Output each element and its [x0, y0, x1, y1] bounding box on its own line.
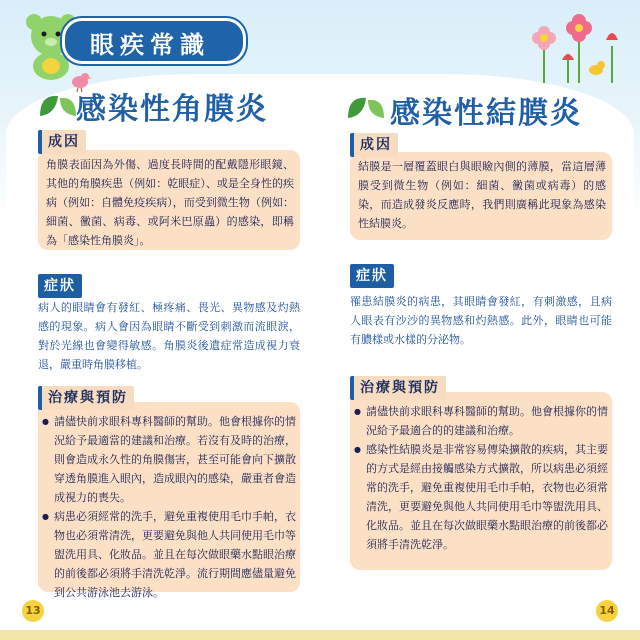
right-treat-label: 治療與預防	[350, 376, 446, 400]
left-treat-list	[42, 412, 296, 602]
left-cause-label: 成因	[38, 130, 86, 154]
right-cause-label: 成因	[350, 133, 398, 157]
right-cause-text: 結膜是一層覆蓋眼白與眼瞼內側的薄膜，當這層薄膜受到微生物（例如：細菌、黴菌或病毒）的感染，而造成發炎反應時，我們則廣稱此現象為感染性結膜炎。	[358, 160, 606, 230]
page-number-left: 13	[22, 600, 44, 622]
left-treat-label: 治療與預防	[38, 386, 134, 410]
list-item: ● 請儘快前求眼科專科醫師的幫助。他會根據你的情況給予最適當的建議和治療。若沒有及時的治療，則會造成永久性的角膜傷害，甚至可能會向下擴散穿透角膜進入眼內，造成眼內的感染，嚴重者會造成視力的喪失。	[42, 412, 296, 507]
right-symptom-label: 症狀	[350, 264, 394, 288]
left-symptom-label: 症狀	[38, 274, 82, 298]
list-item: ● 病患必須經常的洗手，避免重複使用毛巾手帕，衣物也必須常清洗，更要避免與他人共同使用毛巾等盥洗用具、化妝品。並且在每次做眼藥水點眼治療的前後都必須將手清洗乾淨。流行期間應儘量避免到公共游泳池去游泳。	[42, 507, 296, 602]
right-symptom-text: 罹患結膜炎的病患，其眼睛會發紅，有刺激感，且病人眼表有沙沙的異物感和灼熱感。此外，眼睛也可能有膿樣或水樣的分泌物。	[350, 295, 612, 346]
left-main-title: 感染性角膜炎	[76, 92, 268, 127]
left-cause-text: 角膜表面因為外傷、過度長時間的配戴隱形眼鏡、其他的角膜疾患（例如：乾眼症）、或是全身性的疾病（例如：自體免疫疾病），而受到微生物（例如：細菌、黴菌、病毒、或阿米巴原蟲）的感染，即稱為「感染性角膜炎」。	[46, 158, 294, 247]
page-number-right: 14	[596, 600, 618, 622]
flowers-decoration-icon	[524, 8, 634, 83]
list-item: ● 感染性結膜炎是非常容易傳染擴散的疾病，其主要的方式是經由接觸感染方式擴散，所以病患必須經常的洗手，避免重複使用毛巾手帕，衣物也必須常清洗，更要避免與他人共同使用毛巾等盥洗用具、化妝品。並且在每次做眼藥水點眼治療的前後都必須將手清洗乾淨。	[354, 440, 608, 554]
left-symptom-text: 病人的眼睛會有發紅、極疼痛、畏光、異物感及灼熱感的現象。病人會因為眼睛不斷受到刺激而流眼淚，對於光線也會變得敏感。角膜炎後遺症常造成視力衰退，嚴重時角膜移植。	[38, 301, 300, 371]
right-main-title: 感染性結膜炎	[390, 96, 582, 131]
footer-strip	[0, 630, 640, 640]
section-header-title: 眼疾常識	[90, 30, 210, 59]
right-treat-list	[354, 402, 608, 554]
leaf-icon	[38, 90, 78, 118]
list-item: ● 請儘快前求眼科專科醫師的幫助。他會根據你的情況給予最適合的的建議和治療。	[354, 402, 608, 440]
leaf-icon	[346, 92, 386, 120]
